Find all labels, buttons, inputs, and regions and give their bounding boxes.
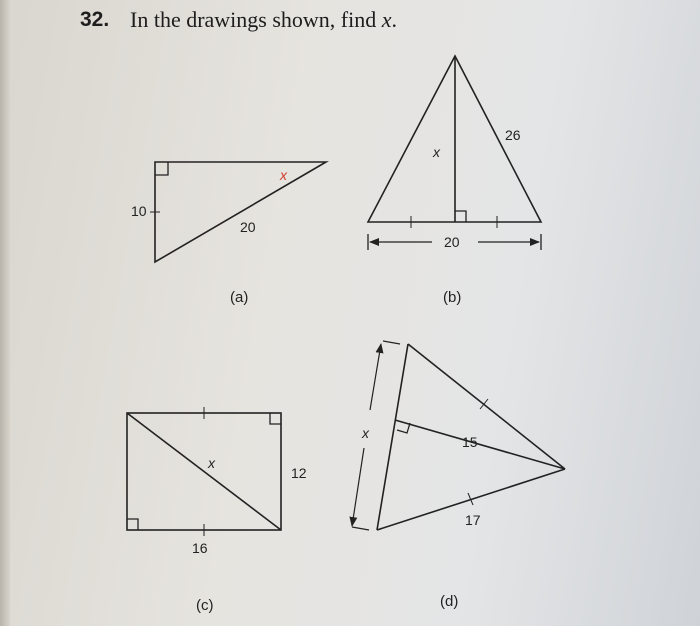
figure-a-triangle <box>155 162 326 262</box>
figure-c-height-12-label: 12 <box>291 465 307 481</box>
figure-c-diagonal <box>127 413 281 530</box>
figure-d-dim-extension-top <box>383 341 400 344</box>
figure-a-right-angle-mark <box>155 162 168 175</box>
figure-c-caption: (c) <box>196 597 214 614</box>
figure-b <box>368 56 541 306</box>
figure-b-side-26-label: 26 <box>505 127 521 143</box>
figure-b-caption: (b) <box>443 289 462 306</box>
problem-variable: x <box>381 7 392 32</box>
figure-c <box>127 407 307 614</box>
figure-d-side-17-label: 17 <box>465 512 481 528</box>
figure-b-height-x-label: x <box>433 144 440 160</box>
problem-text-before: In the drawings shown, find <box>130 7 382 32</box>
figure-b-right-angle-mark <box>455 211 466 222</box>
figure-a-caption: (a) <box>230 289 249 306</box>
figure-d-inner-segment <box>395 420 565 469</box>
figure-a-unknown-x-label: x <box>280 167 287 183</box>
figure-a <box>131 162 326 306</box>
figure-c-right-angle-top-right <box>270 413 281 424</box>
figure-a-side-10-label: 10 <box>131 203 147 219</box>
figure-b-base-20-label: 20 <box>444 234 460 250</box>
figure-c-right-angle-bottom-left <box>127 519 138 530</box>
figure-a-hypotenuse-20-label: 20 <box>240 219 256 235</box>
figure-d <box>352 341 565 610</box>
figure-c-width-16-label: 16 <box>192 540 208 556</box>
figure-d-dim-arrow-up <box>370 344 381 410</box>
figure-c-diagonal-x-label: x <box>208 455 215 471</box>
figure-d-upper-side <box>408 344 565 469</box>
figure-d-side-15-label: 15 <box>462 434 478 450</box>
figure-d-unknown-x-label: x <box>362 425 369 441</box>
figure-d-dim-arrow-down <box>352 448 364 526</box>
problem-number: 32. <box>80 8 110 31</box>
problem-text-after: . <box>391 7 398 32</box>
figure-d-caption: (d) <box>440 593 459 610</box>
figure-d-vertical-side <box>377 344 408 530</box>
figure-d-dim-extension-bottom <box>352 527 369 530</box>
